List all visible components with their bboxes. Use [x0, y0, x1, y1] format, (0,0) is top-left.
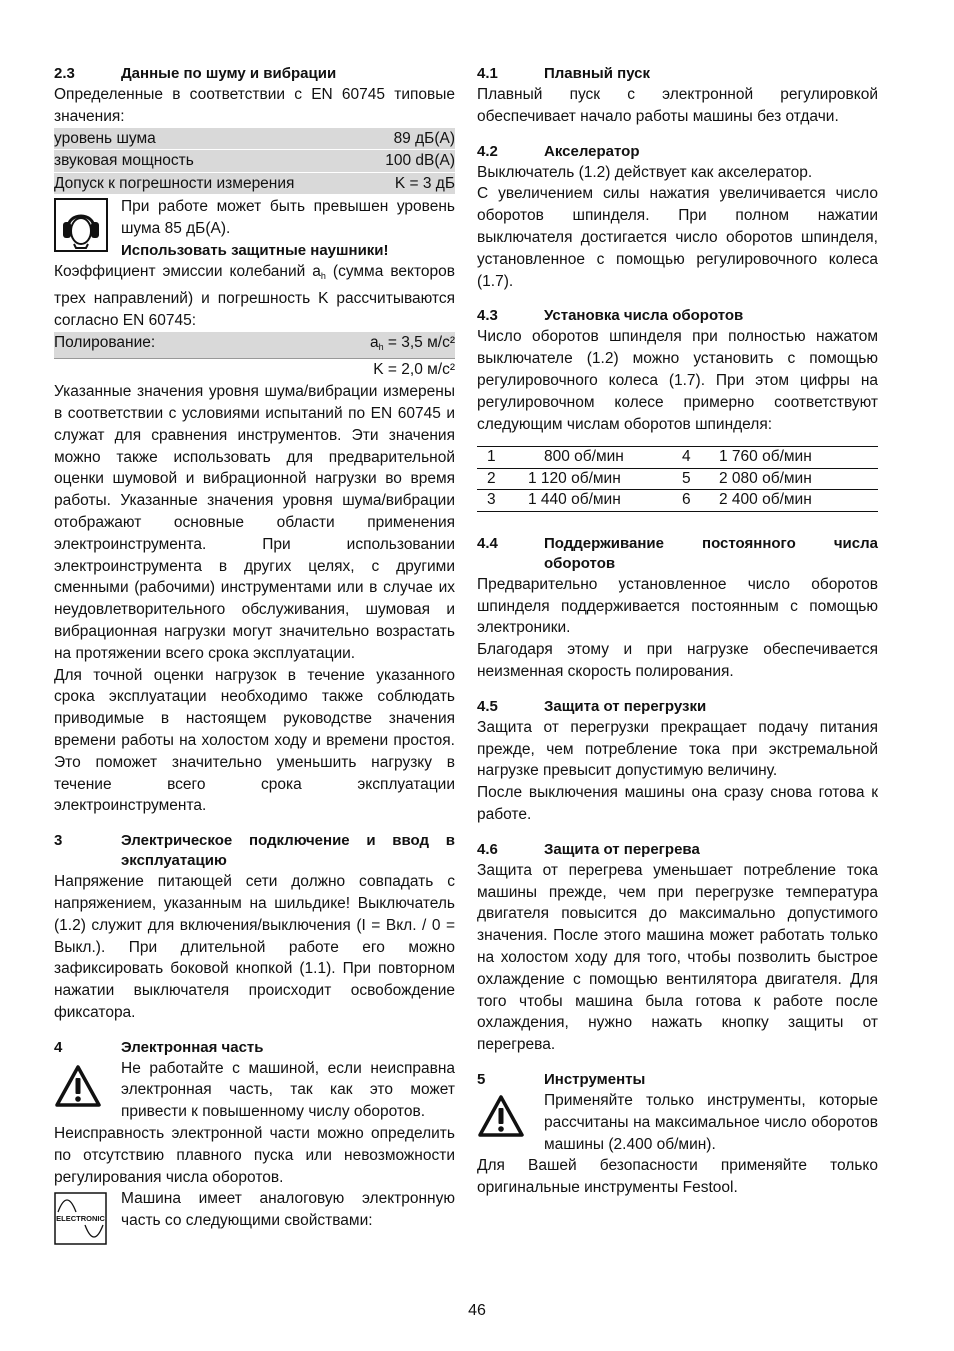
warning-triangle-icon — [54, 1064, 102, 1115]
noise-spec-table — [54, 128, 455, 195]
electronic-text: Машина имеет аналоговую электронную часть со следующими свойствами: — [121, 1190, 455, 1230]
section-4-2-text-2: С увеличением силы нажатия увеличивается число оборотов шпинделя. При полном нажатии выключателя достигается число оборотов шпинделя, установленное с помощью регулировочного колеса (1.7). — [477, 185, 878, 290]
section-4-4-text-1: Предварительно установленное число оборотов шпинделя поддерживается постоянным с помощью электроники. — [477, 575, 878, 637]
polishing-row: Полирование: $a_h = 3,5$ м/с² — [54, 332, 455, 359]
section-4-6-heading: 4.6 Защита от перегрева — [477, 840, 700, 858]
section-3-text: Напряжение питающей сети должно совпадать с напряжением, указанным на шильдике! Выключатель (1.2) служит для включения/выключения (I = Вкл. / 0 = Выкл.). При длительной работе его можно зафиксировать боковой кнопкой (1.1). При повторном нажатии выключателя происходит освобождение фиксатора. — [54, 873, 455, 1021]
ear-protection-icon — [54, 198, 108, 259]
left-column — [54, 64, 455, 1252]
section-4-5-text-1: Защита от перегрузки прекращает подачу питания прежде, чем потребление тока при экстремальной нагрузке превысит допустимую величину. — [477, 718, 878, 780]
section-4-5-heading: 4.5 Защита от перегрузки — [477, 697, 707, 715]
electronics-warning-text: Не работайте с машиной, если неисправна электронная часть, так как это может привести к повышенному числу оборотов. — [121, 1059, 455, 1121]
tools-warning-block — [477, 1090, 878, 1155]
section-4-1-text: Плавный пуск с электронной регулировкой обеспечивает начало работы машины без отдачи. — [477, 86, 878, 125]
page-number: 46 — [468, 1302, 486, 1319]
section-4-3-text: Число оборотов шпинделя при полностью нажатом выключателе (1.2) можно установить с помощью регулировочного колеса (1.7). При этом цифры на регулировочном колесе примерно соответствуют следующим числам оборотов шпинделя: — [477, 328, 878, 433]
section-4-1-heading: 4.1 Плавный пуск — [477, 65, 651, 82]
rpm-table — [477, 446, 878, 512]
section-5-heading: 5 Инструменты — [477, 1071, 646, 1088]
section-2-3-heading: 2.3 Данные по шуму и вибрации — [54, 65, 337, 82]
section-4-3-heading: 4.3 Установка числа оборотов — [477, 307, 744, 325]
noise-paragraph-2: Для точной оценки нагрузок в течение указанного срока эксплуатации необходимо также соблюдать приводимые в настоящем руководстве значения времени работы на холостом ходу и времени простоя. Это поможет значительно уменьшить нагрузку в течение всего срока эксплуатации электроинструмента. — [54, 666, 455, 815]
noise-intro: Определенные в соответствии с EN 60745 типовые значения: — [54, 86, 455, 125]
electronic-icon — [54, 1192, 107, 1252]
warning-triangle-icon — [477, 1094, 525, 1145]
noise-paragraph-1: Указанные значения уровня шума/вибрации измерены в соответствии с условиями испытаний по EN 60745 и служат для сравнения инструментов. Эти значения можно также использовать для предварительной оценки шумовой и вибрационной нагрузки во время работы. Указанные значения уровня шума/вибрации отображают основные области применения электроинструмента. При использовании электроинструмента в других целях, с другими сменными (рабочими) инструментами или в случае их неудовлетворительного обслуживания, шумовая и вибрационная нагрузки могут значительно возрастать на протяжении всего срока эксплуатации. — [54, 383, 455, 662]
section-4-4-heading: 4.4 Поддерживание постоянного числа оборотов — [477, 534, 878, 572]
section-4-2-text-1: Выключатель (1.2) действует как акселератор. — [477, 163, 813, 181]
electronic-block — [54, 1188, 455, 1252]
ear-protection-block — [54, 196, 455, 261]
ear-protection-text: При работе может быть превышен уровень шума 85 дБ(А). — [121, 198, 455, 237]
table-row: 3 1 440 об/мин 6 2 400 об/мин — [477, 490, 878, 512]
section-4-heading: 4 Электронная часть — [54, 1038, 264, 1056]
section-4-2-heading: 4.2 Акселератор — [477, 142, 640, 160]
ear-protection-warning: Использовать защитные наушники! — [121, 241, 389, 259]
tools-warning-text: Применяйте только инструменты, которые рассчитаны на максимальное число оборотов машины (2.400 об/мин). — [544, 1092, 878, 1153]
right-column — [477, 64, 878, 1199]
section-5-text: Для Вашей безопасности применяйте только оригинальные инструменты Festool. — [477, 1157, 878, 1197]
spec-row: звуковая мощность 100 dB(A) — [54, 150, 455, 172]
spec-row: уровень шума 89 дБ(A) — [54, 128, 455, 150]
polishing-k: K = 2,0 м/с² — [54, 358, 455, 381]
spec-row: Допуск к погрешности измерения K = 3 дБ — [54, 173, 455, 195]
electronic-icon-label: ELECTRONIC — [56, 1214, 105, 1224]
section-4-6-text: Защита от перегрева уменьшает потребление тока машины прежде, чем при перегрузке температура двигателя повысится до максимально допустимого значения. После этого машина может работать только на холостом ходу для того, чтобы позволить быстрое охлаждение с помощью вентилятора двигателя. Для того чтобы машина была готова к работе после охлаждения, нужно нажать кнопку защиты от перегрева. — [477, 861, 878, 1054]
table-row: 1 800 об/мин 4 1 760 об/мин — [477, 447, 878, 469]
electronics-warning-block — [54, 1058, 455, 1123]
vibration-text: Коэффициент эмиссии колебаний $a_h$ (сумма векторов трех направлений) и погрешность K рассчитываются согласно EN 60745: — [54, 263, 455, 330]
section-4-5-text-2: После выключения машины она сразу снова готова к работе. — [477, 784, 878, 824]
section-3-heading: 3 Электрическое подключение и ввод в эксплуатацию — [54, 832, 455, 870]
table-row: 2 1 120 об/мин 5 2 080 об/мин — [477, 468, 878, 490]
section-4-text: Неисправность электронной части можно определить по отсутствию плавного пуска или невозможности регулирования числа оборотов. — [54, 1125, 455, 1186]
section-4-4-text-2: Благодаря этому и при нагрузке обеспечивается неизменная скорость полирования. — [477, 641, 878, 681]
